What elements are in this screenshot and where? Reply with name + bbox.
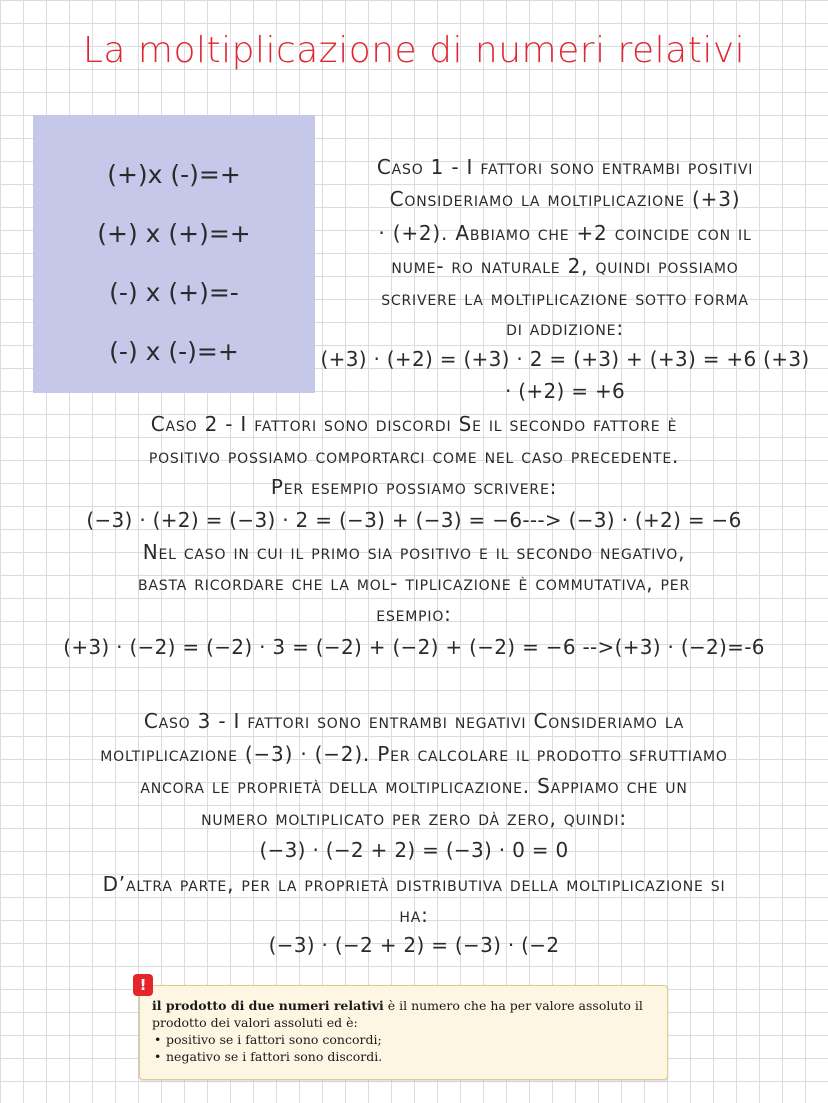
note-text: [152, 997, 657, 1065]
definition-note: [139, 976, 668, 1080]
note-rest: è il numero che ha per valore assoluto il prodotto dei valori assoluti ed è:: [152, 998, 643, 1030]
text-line: nume- ro naturale 2, quindi possiamo: [391, 254, 739, 278]
sign-rule: (+) x (+)=+: [97, 219, 251, 248]
caso2-heading: Caso 2 - I fattori sono discordi Se il secondo fattore è: [150, 412, 678, 436]
exclamation-icon: !: [133, 974, 153, 996]
text-line: di addizione:: [506, 316, 624, 340]
sign-rule: (-) x (-)=+: [109, 337, 239, 366]
text-line: Nel caso in cui il primo sia positivo e il secondo negativo,: [142, 540, 686, 564]
formula-line: (−3) · (−2 + 2) = (−3) · (−2: [268, 933, 560, 957]
formula-line: (+3) · (−2) = (−2) · 3 = (−2) + (−2) + (−2) = −6 -->(+3) · (−2)=-6: [63, 635, 765, 659]
caso1-heading: Caso 1 - I fattori sono entrambi positivi: [376, 155, 754, 179]
text-line: Consideriamo la moltiplicazione (+3): [389, 187, 741, 211]
formula-line: (−3) · (−2 + 2) = (−3) · 0 = 0: [259, 838, 569, 862]
text-line: positivo possiamo comportarci come nel caso precedente.: [148, 444, 680, 468]
text-line: Per esempio possiamo scrivere:: [270, 475, 558, 499]
text-line: · (+2). Abbiamo che +2 coincide con il: [378, 221, 752, 245]
note-bold: il prodotto di due numeri relativi: [152, 998, 384, 1013]
text-line: D’altra parte, per la proprietà distributiva della moltiplicazione si: [102, 872, 726, 896]
sign-rule: (-) x (+)=-: [109, 278, 239, 307]
page-title: La moltiplicazione di numeri relativi: [82, 30, 746, 71]
list-item: • positivo se i fattori sono concordi;: [166, 1031, 657, 1048]
text-line: esempio:: [376, 602, 452, 626]
text-line: moltiplicazione (−3) · (−2). Per calcolare il prodotto sfruttiamo: [100, 742, 728, 766]
sign-rules-box: [33, 115, 315, 393]
formula-line: · (+2) = +6: [504, 379, 626, 403]
sign-rule: (+)x (-)=+: [107, 160, 241, 189]
text-line: numero moltiplicato per zero dà zero, quindi:: [201, 806, 627, 830]
formula-line: (−3) · (+2) = (−3) · 2 = (−3) + (−3) = −6---> (−3) · (+2) = −6: [86, 508, 742, 532]
text-line: scrivere la moltiplicazione sotto forma: [381, 286, 749, 310]
text-line: ha:: [399, 903, 429, 927]
formula-line: (+3) · (+2) = (+3) · 2 = (+3) + (+3) = +6 (+3): [320, 347, 810, 371]
list-item: • negativo se i fattori sono discordi.: [166, 1048, 657, 1065]
text-line: basta ricordare che la mol- tiplicazione è commutativa, per: [138, 571, 690, 595]
caso3-heading: Caso 3 - I fattori sono entrambi negativi Consideriamo la: [143, 709, 685, 733]
text-line: ancora le proprietà della moltiplicazione. Sappiamo che un: [140, 774, 688, 798]
note-list: [152, 1031, 657, 1065]
